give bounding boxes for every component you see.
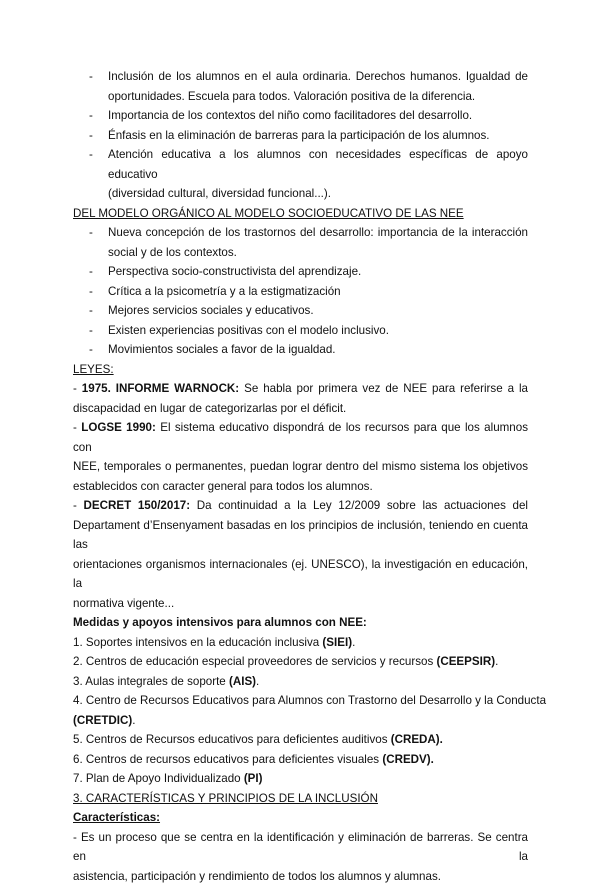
list-item: - Crítica a la psicometría y a la estigmatización <box>73 282 528 302</box>
section-heading-measures: Medidas y apoyos intensivos para alumnos con NEE: <box>73 613 528 633</box>
list-item: - Énfasis en la eliminación de barreras para la participación de los alumnos. <box>73 126 528 146</box>
law-line: NEE, temporales o permanentes, puedan lograr dentro del mismo sistema los objetivos <box>73 457 528 477</box>
bullet-dash: - <box>89 340 93 360</box>
law-line: orientaciones organismos internacionales (ej. UNESCO), la investigación en educación, la <box>73 555 528 594</box>
measure-item-continuation: (CRETDIC). <box>73 711 528 731</box>
measures-list <box>73 633 528 789</box>
section-heading-model: DEL MODELO ORGÁNICO AL MODELO SOCIOEDUCATIVO DE LAS NEE <box>73 204 528 224</box>
bullet-dash: - <box>89 223 93 243</box>
law-line: normativa vigente... <box>73 594 528 614</box>
law-title: DECRET 150/2017: <box>84 499 191 512</box>
section-heading-laws: LEYES: <box>73 360 528 380</box>
bullet-list-inclusion <box>73 67 528 204</box>
measure-item: 7. Plan de Apoyo Individualizado (PI) <box>73 769 528 789</box>
bullet-dash: - <box>89 106 93 126</box>
law-line: - LOGSE 1990: El sistema educativo dispondrá de los recursos para que los alumnos con <box>73 418 528 457</box>
bullet-dash: - <box>89 321 93 341</box>
list-item: - Inclusión de los alumnos en el aula ordinaria. Derechos humanos. Igualdad de <box>73 67 528 87</box>
paragraph-line: - Es un proceso que se centra en la identificación y eliminación de barreras. Se centra en la <box>73 828 528 867</box>
measure-item: 1. Soportes intensivos en la educación inclusiva (SIEI). <box>73 633 528 653</box>
law-warnock <box>73 379 528 418</box>
bullet-list-model <box>73 223 528 360</box>
law-line: establecidos con caracter general para todos los alumnos. <box>73 477 528 497</box>
list-item-continuation: (diversidad cultural, diversidad funcional...). <box>73 184 528 204</box>
bullet-dash: - <box>89 282 93 302</box>
law-decret <box>73 496 528 613</box>
law-title: 1975. INFORME WARNOCK: <box>82 382 239 395</box>
list-item: - Importancia de los contextos del niño como facilitadores del desarrollo. <box>73 106 528 126</box>
list-item: - Movimientos sociales a favor de la igualdad. <box>73 340 528 360</box>
bullet-dash: - <box>89 145 93 165</box>
list-item-continuation: social y de los contextos. <box>73 243 528 263</box>
bullet-dash: - <box>89 67 93 87</box>
bullet-dash: - <box>89 301 93 321</box>
document-page <box>73 67 528 886</box>
law-line: - DECRET 150/2017: Da continuidad a la Ley 12/2009 sobre las actuaciones del <box>73 496 528 516</box>
paragraph-line: asistencia, participación y rendimiento de todos los alumnos y alumnas. <box>73 867 528 886</box>
list-item: - Perspectiva socio-constructivista del aprendizaje. <box>73 262 528 282</box>
list-item-continuation: oportunidades. Escuela para todos. Valoración positiva de la diferencia. <box>73 87 528 107</box>
law-logse <box>73 418 528 496</box>
measure-item: 2. Centros de educación especial proveedores de servicios y recursos (CEEPSIR). <box>73 652 528 672</box>
subheading-characteristics: Características: <box>73 808 528 828</box>
law-line: discapacidad en lugar de categorizarlas por el déficit. <box>73 399 528 419</box>
measure-item: 6. Centros de recursos educativos para deficientes visuales (CREDV). <box>73 750 528 770</box>
measure-item: 3. Aulas integrales de soporte (AIS). <box>73 672 528 692</box>
section-heading-inclusion: 3. CARACTERÍSTICAS Y PRINCIPIOS DE LA INCLUSIÓN <box>73 789 528 809</box>
bullet-dash: - <box>89 262 93 282</box>
law-line: - 1975. INFORME WARNOCK: Se habla por primera vez de NEE para referirse a la <box>73 379 528 399</box>
list-item: - Existen experiencias positivas con el modelo inclusivo. <box>73 321 528 341</box>
list-item: - Nueva concepción de los trastornos del desarrollo: importancia de la interacción <box>73 223 528 243</box>
measure-item: 5. Centros de Recursos educativos para deficientes auditivos (CREDA). <box>73 730 528 750</box>
law-title: LOGSE 1990: <box>81 421 156 434</box>
list-item: - Atención educativa a los alumnos con necesidades específicas de apoyo educativo <box>73 145 528 184</box>
measure-item: 4. Centro de Recursos Educativos para Alumnos con Trastorno del Desarrollo y la Conducta <box>73 691 528 711</box>
list-item: - Mejores servicios sociales y educativos. <box>73 301 528 321</box>
bullet-dash: - <box>89 126 93 146</box>
law-line: Departament d’Ensenyament basadas en los principios de inclusión, teniendo en cuenta las <box>73 516 528 555</box>
